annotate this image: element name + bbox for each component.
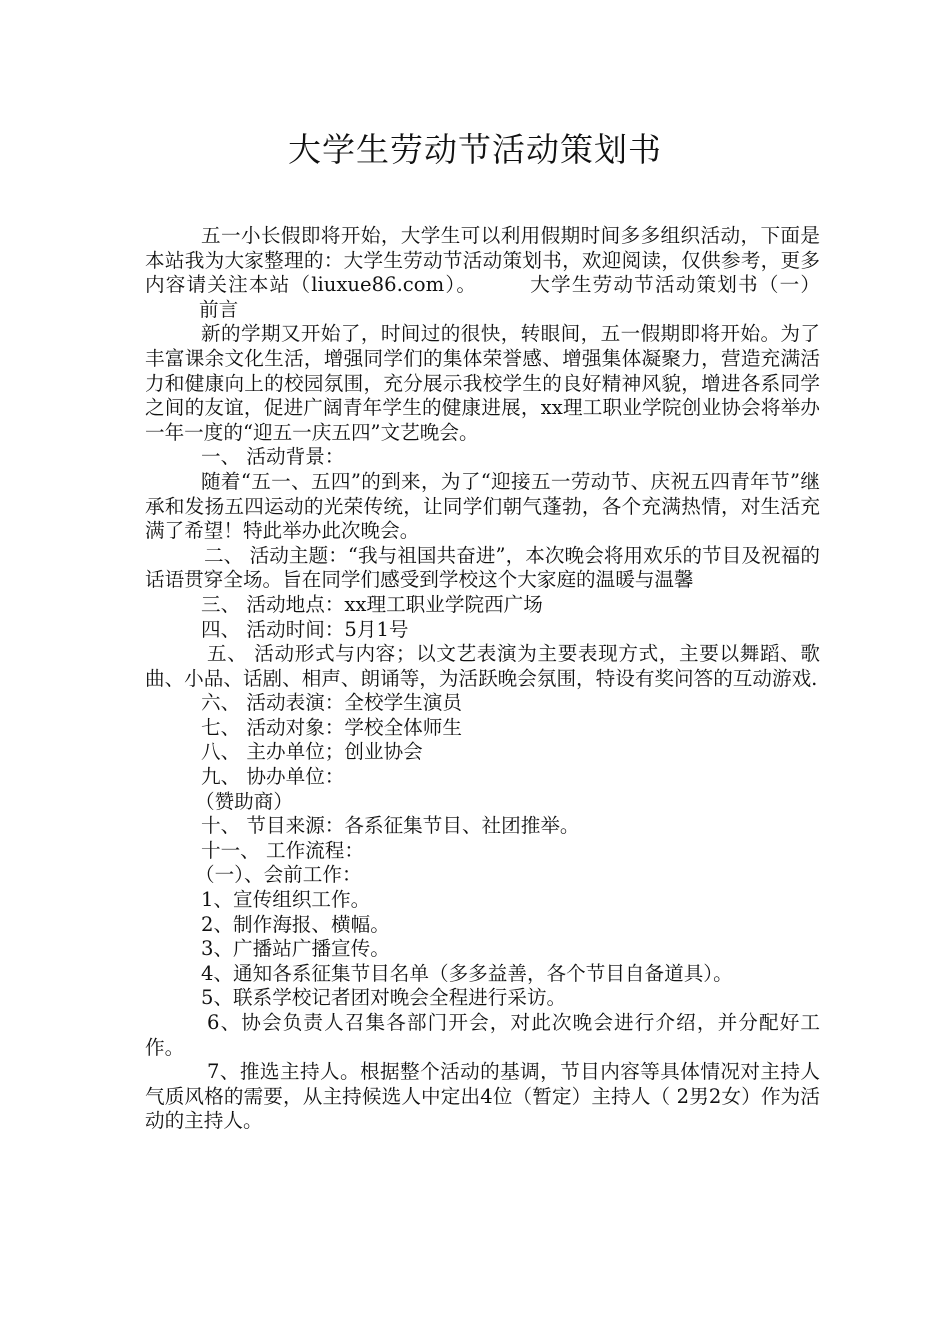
section-3: 三、 活动地点：xx理工职业学院西广场 xyxy=(201,592,543,616)
intro-text: 五一小长假即将开始，大学生可以利用假期时间多多组织活动，下面是本站我为大家整理的：大学生劳动节活动策划书，欢迎阅读，仅供参考，更多内容请关注本站（liuxue86.com）。 xyxy=(145,224,820,297)
list-item-7: 7、推选主持人。根据整个活动的基调，节目内容等具体情况对主持人气质风格的需要，从主持候选人中定出4位（暂定）主持人（ 2男2女）作为活动的主持人。 xyxy=(145,1060,820,1133)
list-item-6: 6、协会负责人召集各部门开会，对此次晚会进行介绍，并分配好工作。 xyxy=(145,1011,820,1059)
section-5: 五、 活动形式与内容；以文艺表演为主要表现方式，主要以舞蹈、歌曲、小品、话剧、相声、朗诵等，为活跃晚会氛围，特设有奖问答的互动游戏. xyxy=(145,642,820,690)
sponsor-line: （赞助商） xyxy=(195,789,293,813)
intro-paragraph xyxy=(145,224,820,322)
section-11: 十一、 工作流程： xyxy=(201,838,364,862)
intro-subtitle: 大学生劳动节活动策划书（一） xyxy=(529,273,820,297)
section-8: 八、 主办单位；创业协会 xyxy=(201,740,423,764)
list-item-2: 2、制作海报、横幅。 xyxy=(201,912,390,936)
document-title: 大学生劳动节活动策划书 xyxy=(288,130,662,169)
section-7: 七、 活动对象：学校全体师生 xyxy=(201,715,462,739)
section-10: 十、 节目来源：各系征集节目、社团推举。 xyxy=(201,814,580,838)
document-body xyxy=(145,224,820,1134)
section-4: 四、 活动时间：5月1号 xyxy=(201,617,409,641)
list-item-3: 3、广播站广播宣传。 xyxy=(201,937,390,961)
section-2: 二、 活动主题：“我与祖国共奋进”，本次晚会将用欢乐的节目及祝福的话语贯穿全场。旨在同学们感受到学校这个大家庭的温暖与温馨 xyxy=(145,543,820,592)
section-9: 九、 协办单位： xyxy=(201,765,345,789)
list-item-5: 5、联系学校记者团对晚会全程进行采访。 xyxy=(201,986,567,1010)
section-1-heading: 一、 活动背景： xyxy=(201,445,345,469)
section-1-text: 随着“五一、五四”的到来，为了“迎接五一劳动节、庆祝五四青年节”继承和发扬五四运动的光荣传统，让同学们朝气蓬勃，各个充满热情，对生活充满了希望！特此举办此次晚会。 xyxy=(145,469,820,543)
list-item-1: 1、宣传组织工作。 xyxy=(201,888,371,912)
subsection-1: （一）、会前工作： xyxy=(195,863,362,887)
preface-paragraph: 新的学期又开始了，时间过的很快，转眼间，五一假期即将开始。为了丰富课余文化生活，增强同学们的集体荣誉感、增强集体凝聚力，营造充满活力和健康向上的校园氛围，充分展示我校学生的良好精神风貌，增进各系同学之间的友谊，促进广阔青年学生的健康进展，xx理工职业学院创业协会将举办一年一度的“迎五一庆五四”文艺晚会。 xyxy=(145,322,820,444)
list-item-4: 4、通知各系征集节目名单（多多益善，各个节目自备道具）。 xyxy=(201,961,733,985)
preface-heading: 前言 xyxy=(199,297,239,321)
section-6: 六、 活动表演：全校学生演员 xyxy=(201,691,462,715)
